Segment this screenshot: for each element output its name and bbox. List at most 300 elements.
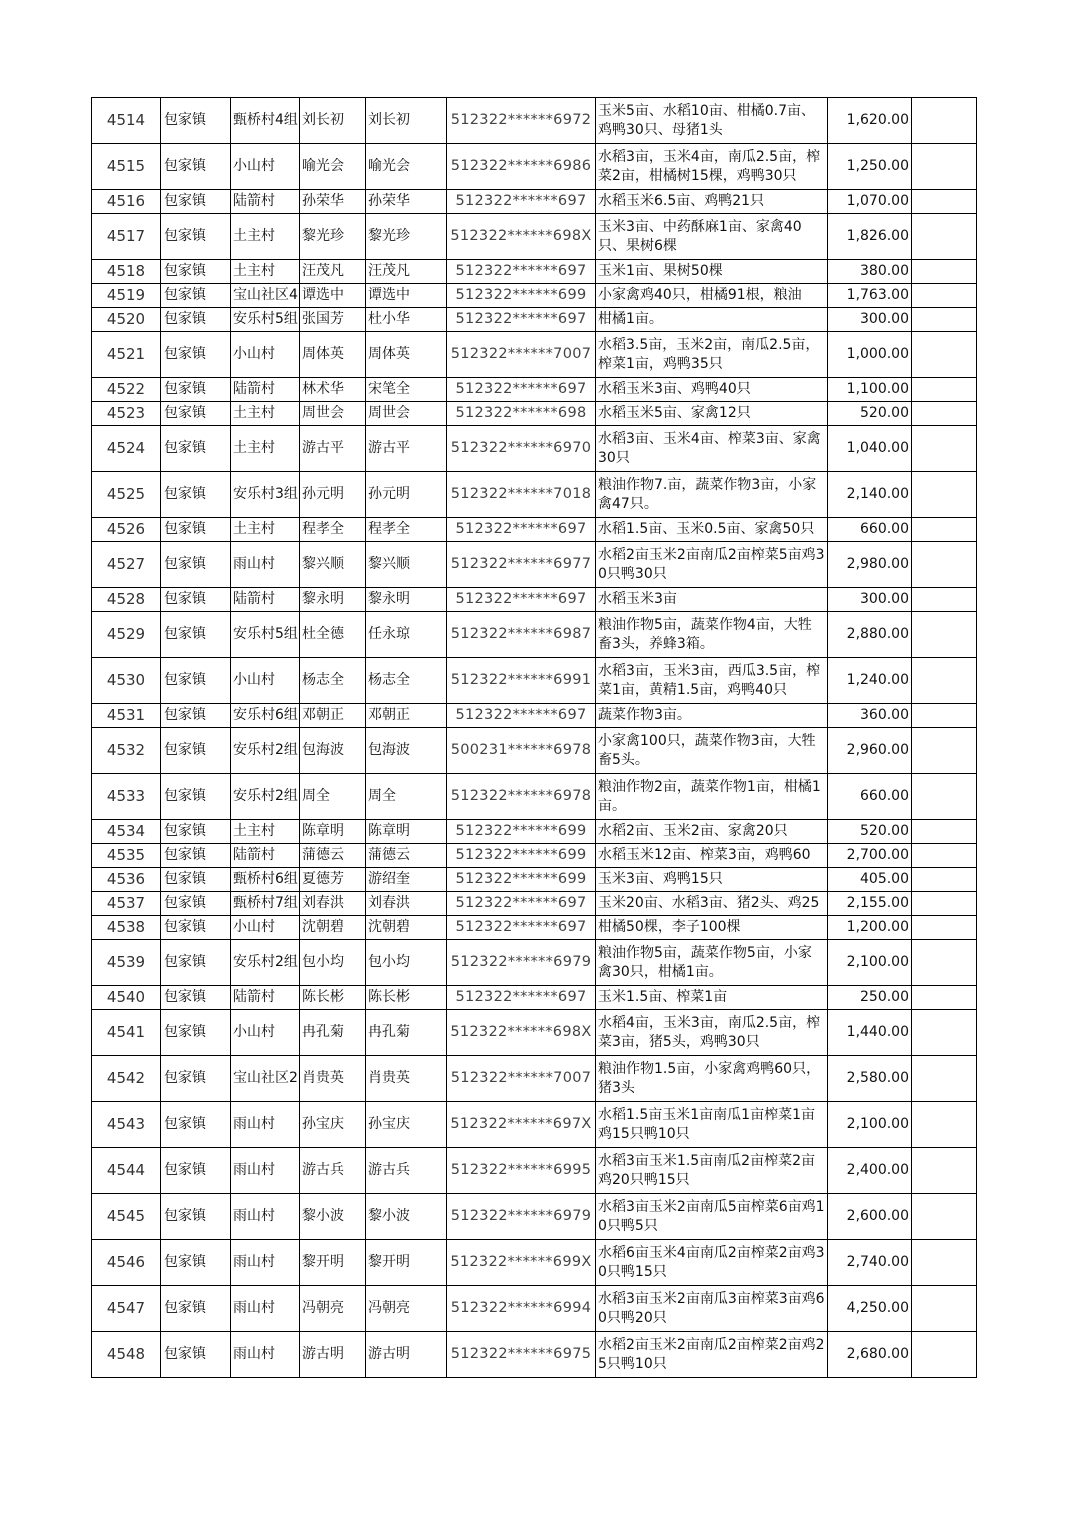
id-number-cell: 512322******6986: [447, 144, 596, 190]
village-cell: 土主村: [231, 820, 300, 844]
name-cell: 游古平: [300, 426, 366, 472]
village-cell: 安乐村2组: [231, 728, 300, 774]
town-cell: 包家镇: [161, 332, 231, 378]
amount-cell: 2,740.00: [828, 1240, 912, 1286]
remarks-cell: [912, 378, 977, 402]
row-number: 4533: [92, 774, 161, 820]
id-number-cell: 512322******699: [447, 820, 596, 844]
remarks-cell: [912, 868, 977, 892]
id-number-cell: 500231******6978: [447, 728, 596, 774]
table-row: [92, 612, 977, 658]
amount-cell: 250.00: [828, 986, 912, 1010]
id-number-cell: 512322******699: [447, 868, 596, 892]
id-number-cell: 512322******699X: [447, 1240, 596, 1286]
id-number-cell: 512322******6979: [447, 1194, 596, 1240]
holder-cell: 黎小波: [366, 1194, 447, 1240]
name-cell: 孙元明: [300, 472, 366, 518]
name-cell: 黎兴顺: [300, 542, 366, 588]
village-cell: 安乐村5组: [231, 612, 300, 658]
village-cell: 宝山社区4: [231, 284, 300, 308]
holder-cell: 孙元明: [366, 472, 447, 518]
town-cell: 包家镇: [161, 892, 231, 916]
table-row: [92, 260, 977, 284]
remarks-cell: [912, 1240, 977, 1286]
id-number-cell: 512322******7007: [447, 332, 596, 378]
holder-cell: 周体英: [366, 332, 447, 378]
holder-cell: 沈朝碧: [366, 916, 447, 940]
id-number-cell: 512322******6994: [447, 1286, 596, 1332]
village-cell: 陆箭村: [231, 588, 300, 612]
holder-cell: 汪茂凡: [366, 260, 447, 284]
description-cell: 水稻2亩玉米2亩南瓜2亩榨菜2亩鸡25只鸭10只: [596, 1332, 828, 1378]
holder-cell: 邓朝正: [366, 704, 447, 728]
remarks-cell: [912, 402, 977, 426]
description-cell: 水稻4亩，玉米3亩，南瓜2.5亩，榨菜3亩，猪5头，鸡鸭30只: [596, 1010, 828, 1056]
remarks-cell: [912, 820, 977, 844]
town-cell: 包家镇: [161, 378, 231, 402]
village-cell: 安乐村2组: [231, 774, 300, 820]
name-cell: 杜全德: [300, 612, 366, 658]
description-cell: 玉米5亩、水稻10亩、柑橘0.7亩、鸡鸭30只、母猪1头: [596, 98, 828, 144]
remarks-cell: [912, 332, 977, 378]
village-cell: 陆箭村: [231, 190, 300, 214]
id-number-cell: 512322******697: [447, 704, 596, 728]
remarks-cell: [912, 844, 977, 868]
description-cell: 水稻玉米5亩、家禽12只: [596, 402, 828, 426]
holder-cell: 游古兵: [366, 1148, 447, 1194]
name-cell: 黎开明: [300, 1240, 366, 1286]
table-row: [92, 402, 977, 426]
amount-cell: 2,140.00: [828, 472, 912, 518]
remarks-cell: [912, 1148, 977, 1194]
table-row: [92, 1194, 977, 1240]
holder-cell: 喻光会: [366, 144, 447, 190]
town-cell: 包家镇: [161, 472, 231, 518]
amount-cell: 660.00: [828, 518, 912, 542]
village-cell: 甄桥村7组: [231, 892, 300, 916]
remarks-cell: [912, 986, 977, 1010]
town-cell: 包家镇: [161, 916, 231, 940]
row-number: 4529: [92, 612, 161, 658]
description-cell: 水稻2亩玉米2亩南瓜2亩榨菜5亩鸡30只鸭30只: [596, 542, 828, 588]
holder-cell: 包海波: [366, 728, 447, 774]
row-number: 4523: [92, 402, 161, 426]
remarks-cell: [912, 940, 977, 986]
row-number: 4532: [92, 728, 161, 774]
table-row: [92, 940, 977, 986]
remarks-cell: [912, 308, 977, 332]
subsidy-table: [91, 97, 977, 1378]
id-number-cell: 512322******697: [447, 308, 596, 332]
village-cell: 雨山村: [231, 1102, 300, 1148]
description-cell: 水稻3亩玉米1.5亩南瓜2亩榨菜2亩鸡20只鸭15只: [596, 1148, 828, 1194]
town-cell: 包家镇: [161, 1010, 231, 1056]
id-number-cell: 512322******6991: [447, 658, 596, 704]
town-cell: 包家镇: [161, 1194, 231, 1240]
town-cell: 包家镇: [161, 426, 231, 472]
holder-cell: 黎开明: [366, 1240, 447, 1286]
amount-cell: 360.00: [828, 704, 912, 728]
description-cell: 水稻3.5亩，玉米2亩，南瓜2.5亩，榨菜1亩，鸡鸭35只: [596, 332, 828, 378]
description-cell: 玉米3亩、鸡鸭15只: [596, 868, 828, 892]
row-number: 4528: [92, 588, 161, 612]
town-cell: 包家镇: [161, 868, 231, 892]
name-cell: 包小均: [300, 940, 366, 986]
remarks-cell: [912, 1194, 977, 1240]
table-row: [92, 542, 977, 588]
description-cell: 粮油作物5亩，蔬菜作物4亩，大牲畜3头，养蜂3箱。: [596, 612, 828, 658]
village-cell: 陆箭村: [231, 986, 300, 1010]
name-cell: 黎永明: [300, 588, 366, 612]
id-number-cell: 512322******7018: [447, 472, 596, 518]
description-cell: 玉米1亩、果树50棵: [596, 260, 828, 284]
description-cell: 玉米1.5亩、榨菜1亩: [596, 986, 828, 1010]
town-cell: 包家镇: [161, 284, 231, 308]
town-cell: 包家镇: [161, 588, 231, 612]
name-cell: 冯朝亮: [300, 1286, 366, 1332]
town-cell: 包家镇: [161, 612, 231, 658]
village-cell: 土主村: [231, 426, 300, 472]
amount-cell: 2,960.00: [828, 728, 912, 774]
id-number-cell: 512322******6975: [447, 1332, 596, 1378]
description-cell: 玉米3亩、中药酥麻1亩、家禽40只、果树6棵: [596, 214, 828, 260]
amount-cell: 2,400.00: [828, 1148, 912, 1194]
town-cell: 包家镇: [161, 704, 231, 728]
remarks-cell: [912, 612, 977, 658]
row-number: 4518: [92, 260, 161, 284]
village-cell: 安乐村5组: [231, 308, 300, 332]
remarks-cell: [912, 916, 977, 940]
holder-cell: 孙宝庆: [366, 1102, 447, 1148]
amount-cell: 2,100.00: [828, 1102, 912, 1148]
description-cell: 粮油作物5亩，蔬菜作物5亩，小家禽30只，柑橘1亩。: [596, 940, 828, 986]
name-cell: 夏德芳: [300, 868, 366, 892]
table-row: [92, 704, 977, 728]
village-cell: 陆箭村: [231, 378, 300, 402]
holder-cell: 陈章明: [366, 820, 447, 844]
amount-cell: 2,980.00: [828, 542, 912, 588]
row-number: 4522: [92, 378, 161, 402]
village-cell: 土主村: [231, 402, 300, 426]
holder-cell: 黎兴顺: [366, 542, 447, 588]
row-number: 4520: [92, 308, 161, 332]
id-number-cell: 512322******697: [447, 588, 596, 612]
town-cell: 包家镇: [161, 1286, 231, 1332]
table-body: [92, 98, 977, 1378]
holder-cell: 程孝全: [366, 518, 447, 542]
row-number: 4540: [92, 986, 161, 1010]
town-cell: 包家镇: [161, 774, 231, 820]
holder-cell: 游绍奎: [366, 868, 447, 892]
description-cell: 粮油作物1.5亩，小家禽鸡鸭60只，猪3头: [596, 1056, 828, 1102]
id-number-cell: 512322******697: [447, 892, 596, 916]
village-cell: 雨山村: [231, 1332, 300, 1378]
row-number: 4519: [92, 284, 161, 308]
id-number-cell: 512322******699: [447, 844, 596, 868]
remarks-cell: [912, 728, 977, 774]
id-number-cell: 512322******697X: [447, 1102, 596, 1148]
village-cell: 土主村: [231, 214, 300, 260]
remarks-cell: [912, 1056, 977, 1102]
holder-cell: 陈长彬: [366, 986, 447, 1010]
village-cell: 安乐村3组: [231, 472, 300, 518]
table-row: [92, 868, 977, 892]
row-number: 4525: [92, 472, 161, 518]
table-row: [92, 916, 977, 940]
holder-cell: 杜小华: [366, 308, 447, 332]
table-row: [92, 588, 977, 612]
holder-cell: 冉孔菊: [366, 1010, 447, 1056]
id-number-cell: 512322******698: [447, 402, 596, 426]
village-cell: 雨山村: [231, 1194, 300, 1240]
town-cell: 包家镇: [161, 940, 231, 986]
village-cell: 小山村: [231, 332, 300, 378]
name-cell: 刘春洪: [300, 892, 366, 916]
table-row: [92, 1240, 977, 1286]
holder-cell: 蒲德云: [366, 844, 447, 868]
town-cell: 包家镇: [161, 1102, 231, 1148]
description-cell: 粮油作物2亩，蔬菜作物1亩，柑橘1亩。: [596, 774, 828, 820]
description-cell: 水稻2亩、玉米2亩、家禽20只: [596, 820, 828, 844]
remarks-cell: [912, 190, 977, 214]
name-cell: 周世会: [300, 402, 366, 426]
holder-cell: 黎永明: [366, 588, 447, 612]
row-number: 4536: [92, 868, 161, 892]
description-cell: 水稻玉米6.5亩、鸡鸭21只: [596, 190, 828, 214]
holder-cell: 冯朝亮: [366, 1286, 447, 1332]
remarks-cell: [912, 1286, 977, 1332]
table-row: [92, 728, 977, 774]
holder-cell: 孙荣华: [366, 190, 447, 214]
amount-cell: 2,600.00: [828, 1194, 912, 1240]
description-cell: 小家禽100只，蔬菜作物3亩，大牲畜5头。: [596, 728, 828, 774]
name-cell: 冉孔菊: [300, 1010, 366, 1056]
remarks-cell: [912, 1102, 977, 1148]
row-number: 4542: [92, 1056, 161, 1102]
row-number: 4535: [92, 844, 161, 868]
table-row: [92, 190, 977, 214]
row-number: 4546: [92, 1240, 161, 1286]
id-number-cell: 512322******698X: [447, 214, 596, 260]
village-cell: 宝山社区2: [231, 1056, 300, 1102]
id-number-cell: 512322******697: [447, 260, 596, 284]
description-cell: 水稻玉米3亩: [596, 588, 828, 612]
village-cell: 雨山村: [231, 542, 300, 588]
town-cell: 包家镇: [161, 214, 231, 260]
town-cell: 包家镇: [161, 98, 231, 144]
town-cell: 包家镇: [161, 1240, 231, 1286]
row-number: 4539: [92, 940, 161, 986]
description-cell: 水稻3亩、玉米4亩、榨菜3亩、家禽30只: [596, 426, 828, 472]
village-cell: 甄桥村4组: [231, 98, 300, 144]
row-number: 4521: [92, 332, 161, 378]
name-cell: 杨志全: [300, 658, 366, 704]
holder-cell: 肖贵英: [366, 1056, 447, 1102]
row-number: 4537: [92, 892, 161, 916]
amount-cell: 1,620.00: [828, 98, 912, 144]
name-cell: 肖贵英: [300, 1056, 366, 1102]
village-cell: 安乐村6组: [231, 704, 300, 728]
amount-cell: 660.00: [828, 774, 912, 820]
village-cell: 雨山村: [231, 1286, 300, 1332]
description-cell: 柑橘50棵，李子100棵: [596, 916, 828, 940]
row-number: 4524: [92, 426, 161, 472]
row-number: 4543: [92, 1102, 161, 1148]
id-number-cell: 512322******6970: [447, 426, 596, 472]
name-cell: 陈长彬: [300, 986, 366, 1010]
table-row: [92, 284, 977, 308]
description-cell: 水稻3亩玉米2亩南瓜5亩榨菜6亩鸡10只鸭5只: [596, 1194, 828, 1240]
remarks-cell: [912, 426, 977, 472]
name-cell: 蒲德云: [300, 844, 366, 868]
remarks-cell: [912, 892, 977, 916]
table-row: [92, 1332, 977, 1378]
remarks-cell: [912, 542, 977, 588]
remarks-cell: [912, 260, 977, 284]
amount-cell: 1,100.00: [828, 378, 912, 402]
holder-cell: 游古明: [366, 1332, 447, 1378]
description-cell: 水稻3亩玉米2亩南瓜3亩榨菜3亩鸡60只鸭20只: [596, 1286, 828, 1332]
id-number-cell: 512322******6972: [447, 98, 596, 144]
village-cell: 安乐村2组: [231, 940, 300, 986]
table-row: [92, 332, 977, 378]
amount-cell: 1,240.00: [828, 658, 912, 704]
town-cell: 包家镇: [161, 260, 231, 284]
amount-cell: 2,580.00: [828, 1056, 912, 1102]
amount-cell: 4,250.00: [828, 1286, 912, 1332]
row-number: 4534: [92, 820, 161, 844]
id-number-cell: 512322******6979: [447, 940, 596, 986]
row-number: 4541: [92, 1010, 161, 1056]
id-number-cell: 512322******697: [447, 986, 596, 1010]
amount-cell: 405.00: [828, 868, 912, 892]
id-number-cell: 512322******6978: [447, 774, 596, 820]
holder-cell: 周全: [366, 774, 447, 820]
name-cell: 包海波: [300, 728, 366, 774]
town-cell: 包家镇: [161, 986, 231, 1010]
description-cell: 小家禽鸡40只，柑橘91根，粮油: [596, 284, 828, 308]
table-row: [92, 1148, 977, 1194]
description-cell: 水稻3亩，玉米3亩，西瓜3.5亩，榨菜1亩，黄精1.5亩，鸡鸭40只: [596, 658, 828, 704]
amount-cell: 1,763.00: [828, 284, 912, 308]
id-number-cell: 512322******697: [447, 916, 596, 940]
town-cell: 包家镇: [161, 402, 231, 426]
amount-cell: 2,700.00: [828, 844, 912, 868]
holder-cell: 游古平: [366, 426, 447, 472]
village-cell: 陆箭村: [231, 844, 300, 868]
id-number-cell: 512322******699: [447, 284, 596, 308]
holder-cell: 宋笔全: [366, 378, 447, 402]
table-row: [92, 214, 977, 260]
table-row: [92, 820, 977, 844]
amount-cell: 2,155.00: [828, 892, 912, 916]
description-cell: 水稻6亩玉米4亩南瓜2亩榨菜2亩鸡30只鸭15只: [596, 1240, 828, 1286]
name-cell: 游古兵: [300, 1148, 366, 1194]
name-cell: 沈朝碧: [300, 916, 366, 940]
name-cell: 邓朝正: [300, 704, 366, 728]
row-number: 4530: [92, 658, 161, 704]
id-number-cell: 512322******6995: [447, 1148, 596, 1194]
name-cell: 喻光会: [300, 144, 366, 190]
table-row: [92, 774, 977, 820]
town-cell: 包家镇: [161, 1148, 231, 1194]
remarks-cell: [912, 658, 977, 704]
table-row: [92, 986, 977, 1010]
amount-cell: 1,200.00: [828, 916, 912, 940]
village-cell: 小山村: [231, 658, 300, 704]
town-cell: 包家镇: [161, 542, 231, 588]
row-number: 4517: [92, 214, 161, 260]
id-number-cell: 512322******697: [447, 518, 596, 542]
id-number-cell: 512322******697: [447, 378, 596, 402]
village-cell: 小山村: [231, 1010, 300, 1056]
row-number: 4526: [92, 518, 161, 542]
remarks-cell: [912, 704, 977, 728]
table-row: [92, 308, 977, 332]
name-cell: 周体英: [300, 332, 366, 378]
table-row: [92, 378, 977, 402]
remarks-cell: [912, 1332, 977, 1378]
amount-cell: 1,040.00: [828, 426, 912, 472]
village-cell: 雨山村: [231, 1240, 300, 1286]
row-number: 4527: [92, 542, 161, 588]
amount-cell: 520.00: [828, 402, 912, 426]
name-cell: 黎光珍: [300, 214, 366, 260]
name-cell: 程孝全: [300, 518, 366, 542]
name-cell: 黎小波: [300, 1194, 366, 1240]
table-row: [92, 518, 977, 542]
remarks-cell: [912, 214, 977, 260]
table-row: [92, 472, 977, 518]
amount-cell: 380.00: [828, 260, 912, 284]
amount-cell: 1,000.00: [828, 332, 912, 378]
town-cell: 包家镇: [161, 1056, 231, 1102]
village-cell: 小山村: [231, 916, 300, 940]
row-number: 4548: [92, 1332, 161, 1378]
description-cell: 水稻玉米3亩、鸡鸭40只: [596, 378, 828, 402]
name-cell: 游古明: [300, 1332, 366, 1378]
holder-cell: 包小均: [366, 940, 447, 986]
id-number-cell: 512322******7007: [447, 1056, 596, 1102]
description-cell: 柑橘1亩。: [596, 308, 828, 332]
table-row: [92, 426, 977, 472]
name-cell: 汪茂凡: [300, 260, 366, 284]
amount-cell: 300.00: [828, 588, 912, 612]
name-cell: 谭选中: [300, 284, 366, 308]
description-cell: 水稻玉米12亩、榨菜3亩，鸡鸭60: [596, 844, 828, 868]
remarks-cell: [912, 98, 977, 144]
holder-cell: 周世会: [366, 402, 447, 426]
town-cell: 包家镇: [161, 190, 231, 214]
id-number-cell: 512322******6977: [447, 542, 596, 588]
village-cell: 小山村: [231, 144, 300, 190]
row-number: 4544: [92, 1148, 161, 1194]
description-cell: 粮油作物7.亩，蔬菜作物3亩，小家禽47只。: [596, 472, 828, 518]
remarks-cell: [912, 144, 977, 190]
table-row: [92, 1056, 977, 1102]
village-cell: 土主村: [231, 260, 300, 284]
town-cell: 包家镇: [161, 144, 231, 190]
name-cell: 陈章明: [300, 820, 366, 844]
row-number: 4531: [92, 704, 161, 728]
amount-cell: 1,250.00: [828, 144, 912, 190]
amount-cell: 2,100.00: [828, 940, 912, 986]
amount-cell: 1,440.00: [828, 1010, 912, 1056]
name-cell: 林术华: [300, 378, 366, 402]
name-cell: 孙荣华: [300, 190, 366, 214]
description-cell: 玉米20亩、水稻3亩、猪2头、鸡25: [596, 892, 828, 916]
holder-cell: 刘春洪: [366, 892, 447, 916]
